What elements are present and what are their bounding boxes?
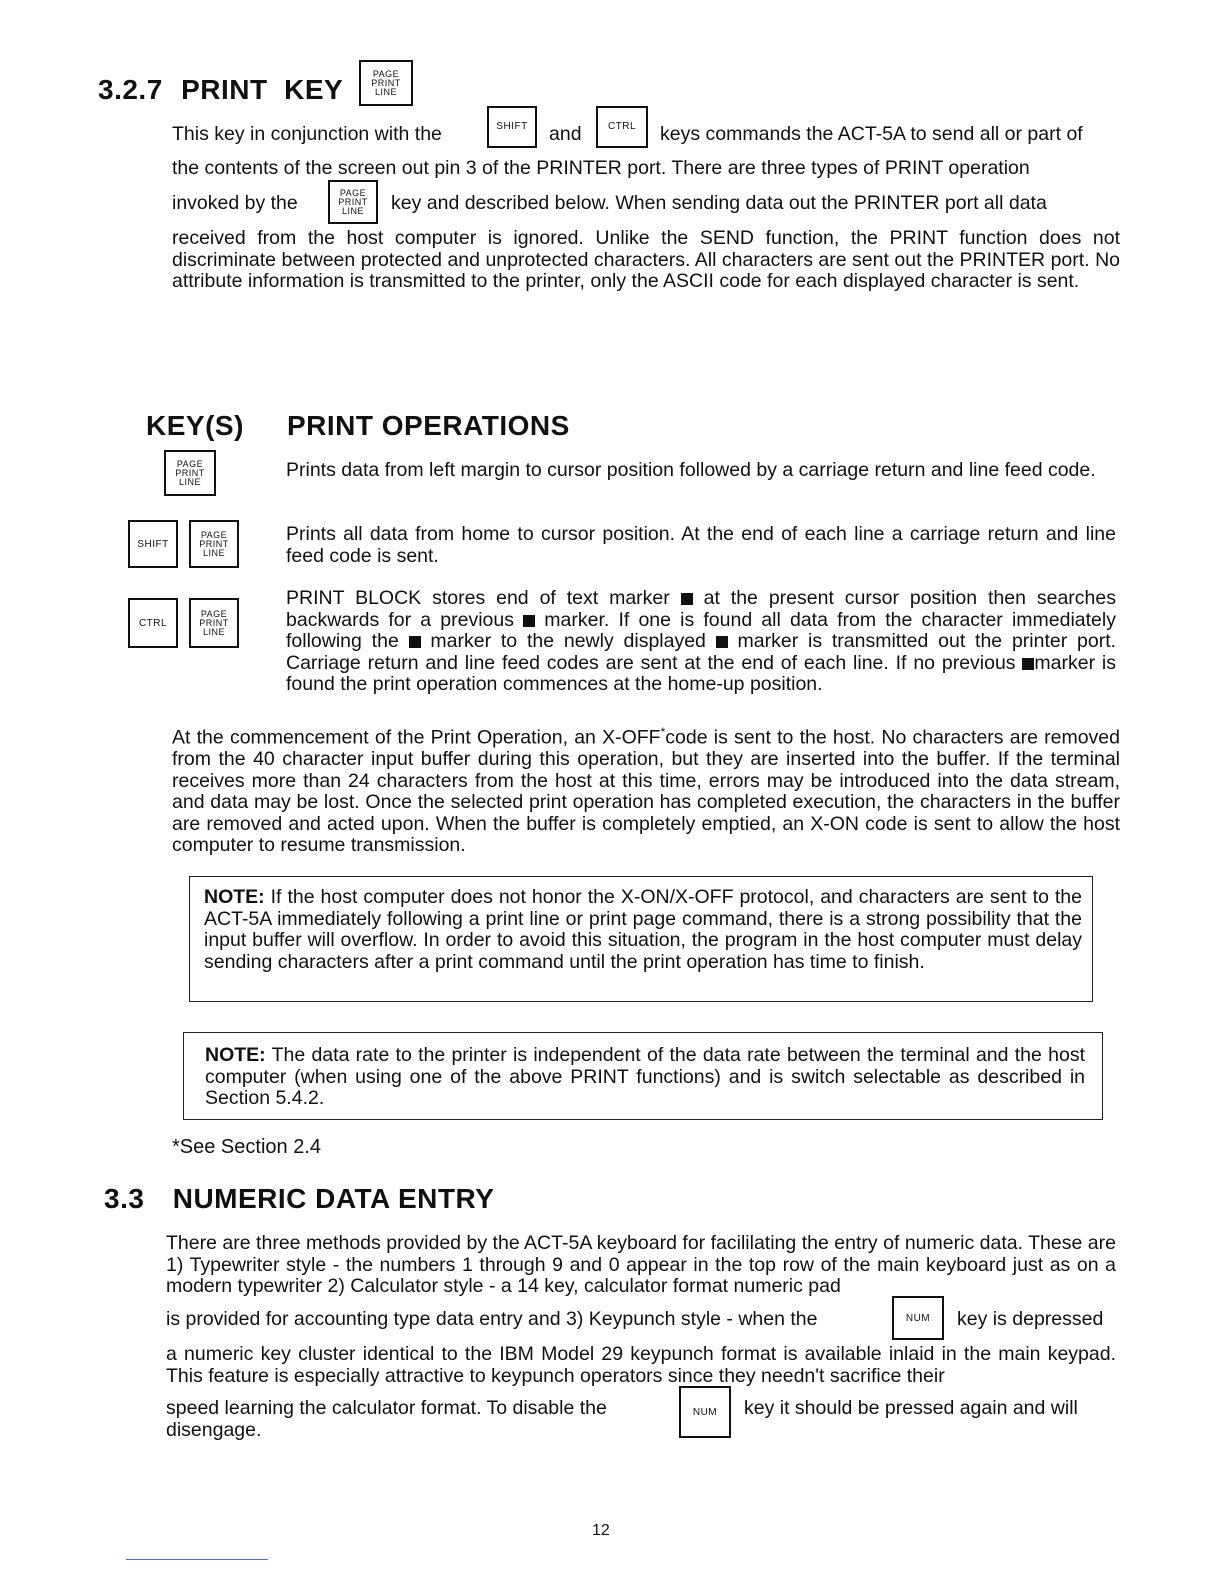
para-33-p4b: key it should be pressed again and will bbox=[744, 1397, 1078, 1419]
marker-square-icon bbox=[523, 615, 535, 627]
page-print-line-key-icon: PAGE PRINT LINE bbox=[189, 598, 239, 648]
para-327-body: received from the host computer is ignored. Unlike the SEND function, the PRINT function does not discriminate between protected and unprotected characters. All characters are sent out the PRINTER port. No attribute information is transmitted to the printer, only the ASCII code for each displayed character is sent. bbox=[172, 227, 1120, 292]
col-ops-heading: PRINT OPERATIONS bbox=[287, 410, 570, 441]
num-key-icon: NUM bbox=[892, 1296, 944, 1340]
page-print-line-key-icon: PAGE PRINT LINE bbox=[328, 180, 378, 224]
page-print-line-key-icon: PAGE PRINT LINE bbox=[359, 60, 413, 106]
op-row2: Prints all data from home to cursor position. At the end of each line a carriage return and line feed code is sent. bbox=[286, 523, 1116, 567]
shift-key-icon: SHIFT bbox=[487, 106, 537, 148]
para-33-p2a: is provided for accounting type data entry and 3) Keypunch style - when the bbox=[166, 1308, 818, 1330]
text: This key in conjunction with the bbox=[172, 123, 442, 145]
marker-square-icon bbox=[681, 593, 693, 605]
para-33-p3: a numeric key cluster identical to the IBM Model 29 keypunch format is available inlaid in the main keypad. This feature is especially attractive to keypunch operators since they needn't sacrifice their bbox=[166, 1343, 1116, 1387]
page-print-line-key-icon: PAGE PRINT LINE bbox=[189, 520, 239, 568]
para-327-line3b: key and described below. When sending data out the PRINTER port all data bbox=[391, 192, 1047, 214]
col-keys-heading: KEY(S) bbox=[146, 410, 244, 441]
xoff-paragraph: At the commencement of the Print Operation, an X-OFF*code is sent to the host. No characters are removed from the 40 character input buffer during this operation, but they are inserted into the buffer. If the terminal receives more than 24 characters from the host at this time, errors may be introduced into the data stream, and data may be lost. Once the selected print operation has completed execution, the characters in the buffer are removed and acted upon. When the buffer is completely emptied, an X-ON code is sent to allow the host computer to resume transmission. bbox=[172, 725, 1120, 856]
page-print-line-key-icon: PAGE PRINT LINE bbox=[164, 450, 216, 496]
para-33-p2b: key is depressed bbox=[957, 1308, 1104, 1330]
num-key-icon: NUM bbox=[679, 1386, 731, 1438]
marker-square-icon bbox=[1022, 658, 1034, 670]
section-heading-33: 3.3 NUMERIC DATA ENTRY bbox=[104, 1183, 495, 1214]
page-number: 12 bbox=[592, 1522, 610, 1539]
para-327-line1 bbox=[172, 124, 442, 146]
para-327-line3a: invoked by the bbox=[172, 192, 298, 214]
shift-key-icon: SHIFT bbox=[128, 520, 178, 568]
para-33-p4a: speed learning the calculator format. To disable the bbox=[166, 1397, 607, 1419]
section-heading-327 bbox=[98, 74, 343, 106]
ctrl-key-icon: CTRL bbox=[596, 106, 648, 148]
ctrl-key-icon: CTRL bbox=[128, 598, 178, 648]
note-box-2 bbox=[183, 1032, 1103, 1120]
marker-square-icon bbox=[716, 636, 728, 648]
note-box-1 bbox=[189, 876, 1093, 1002]
section-number: 3.2.7 bbox=[98, 74, 163, 105]
op-row3: PRINT BLOCK stores end of text marker at the present cursor position then searches backwards for a previous marker. If one is found all data from the character immediately following the marker to the newly displayed marker is transmitted out the printer port. Carriage return and line feed codes are sent at the end of each line. If no previous marker is found the print operation commences at the home-up position. bbox=[286, 587, 1117, 695]
and-text: and bbox=[549, 123, 582, 145]
bottom-rule bbox=[126, 1559, 268, 1560]
marker-square-icon bbox=[409, 636, 421, 648]
footnote: *See Section 2.4 bbox=[172, 1136, 321, 1158]
op-row1: Prints data from left margin to cursor position followed by a carriage return and line feed code. bbox=[286, 459, 1096, 481]
para-33-p5: disengage. bbox=[166, 1419, 262, 1441]
para-327-line1-end: keys commands the ACT-5A to send all or part of bbox=[660, 123, 1083, 145]
section-title: PRINT KEY bbox=[181, 74, 344, 105]
note-2-text: NOTE: The data rate to the printer is independent of the data rate between the terminal and the host computer (when using one of the above PRINT functions) and is switch selectable as described in Section 5.4.2. bbox=[205, 1044, 1085, 1109]
para-33-p1: There are three methods provided by the ACT-5A keyboard for facililating the entry of numeric data. These are 1) Typewriter style - the numbers 1 through 9 and 0 appear in the top row of the main keyboard just as on a modern typewriter 2) Calculator style - a 14 key, calculator format numeric pad bbox=[166, 1232, 1116, 1297]
note-1-text: NOTE: If the host computer does not honor the X-ON/X-OFF protocol, and characters are sent to the ACT-5A immediately following a print line or print page command, there is a strong possibility that the input buffer will overflow. In order to avoid this situation, the program in the host computer must delay sending characters after a print command until the print operation has time to finish. bbox=[204, 886, 1082, 973]
para-327-line2: the contents of the screen out pin 3 of the PRINTER port. There are three types of PRINT operation bbox=[172, 157, 1030, 179]
